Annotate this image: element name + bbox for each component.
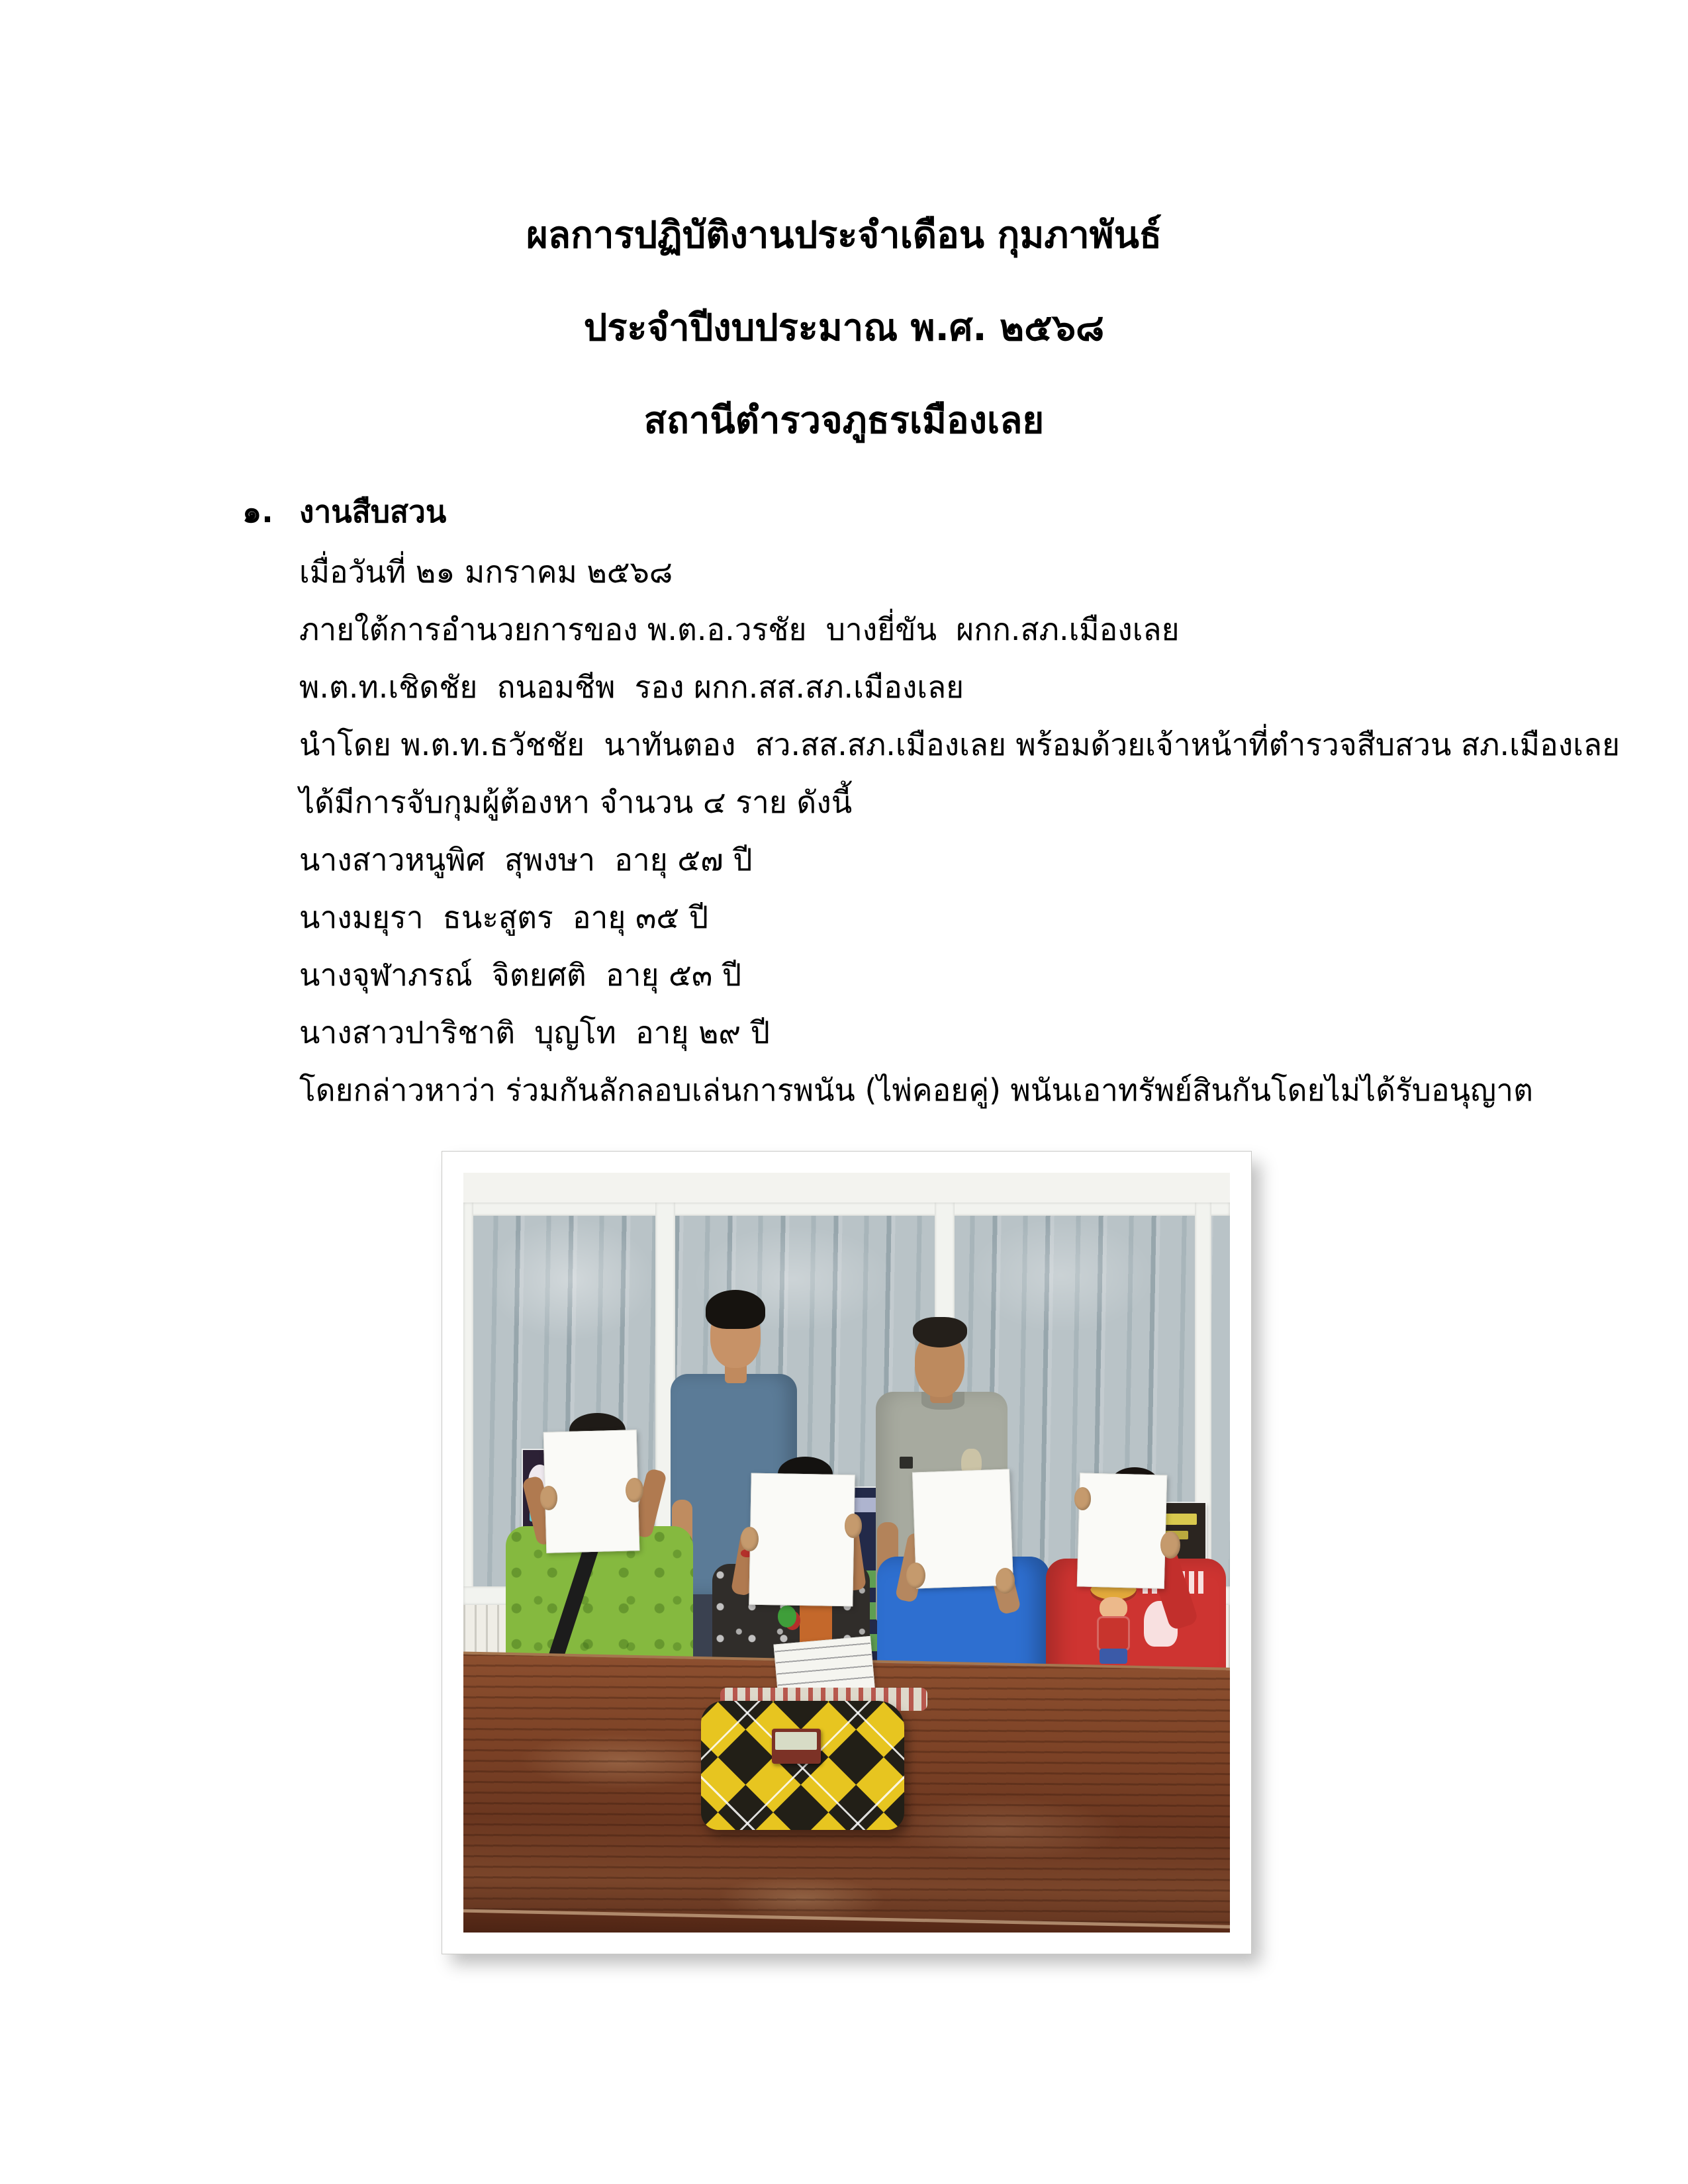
window-frame-left <box>463 1203 473 1605</box>
person2-logo-patch <box>778 1606 796 1627</box>
window-glare-right <box>969 1218 1153 1332</box>
person4-paper <box>1076 1473 1166 1588</box>
person2-left-hand <box>741 1527 759 1551</box>
section-number: ๑. <box>242 494 273 529</box>
person1-left-hand <box>540 1486 558 1510</box>
argyle-white-lines <box>701 1701 904 1830</box>
person2-paper <box>749 1473 855 1606</box>
luffy-shorts <box>1100 1649 1127 1664</box>
luffy-vest <box>1097 1616 1131 1651</box>
body-line-9: นางสาวปาริชาติ บุญโท อายุ ๒๙ ปี <box>299 1015 770 1050</box>
evidence-box-contents <box>775 1732 816 1750</box>
body-line-5: ได้มีการจับกุมผู้ต้องหา จำนวน ๔ ราย ดังนี้ <box>299 784 853 820</box>
argyle-cloth-bundle <box>701 1701 904 1830</box>
body-line-3: พ.ต.ท.เชิดชัย ถนอมชีพ รอง ผกก.สส.สภ.เมืองเลย <box>299 669 964 705</box>
photo-frame <box>442 1152 1251 1954</box>
person2-right-hand <box>845 1514 863 1538</box>
evidence-box <box>772 1729 821 1764</box>
title-line-3: สถานีตำรวจภูธรเมืองเลย <box>643 399 1045 442</box>
arrest-photo <box>463 1173 1230 1933</box>
man2-hair <box>913 1317 967 1347</box>
window-frame-top <box>463 1203 1230 1216</box>
body-line-10: โดยกล่าวหาว่า ร่วมกันลักลอบเล่นการพนัน (ไพ่คอยคู่) พนันเอาทรัพย์สินกันโดยไม่ได้รับอนุญาต <box>299 1072 1533 1108</box>
person3-right-hand <box>996 1568 1015 1594</box>
window-glare-left <box>487 1218 655 1340</box>
man1-hair <box>706 1290 765 1330</box>
person1-paper <box>543 1430 639 1553</box>
man2-chest-logo <box>900 1457 913 1468</box>
title-line-1: ผลการปฏิบัติงานประจำเดือน กุมภาพันธ์ <box>526 214 1162 257</box>
person4-left-hand <box>1074 1487 1091 1510</box>
person4-right-hand <box>1160 1531 1180 1559</box>
title-line-2: ประจำปีงบประมาณ พ.ศ. ๒๕๖๘ <box>583 306 1105 349</box>
section-heading: งานสืบสวน <box>299 494 447 529</box>
body-line-2: ภายใต้การอำนวยการของ พ.ต.อ.วรชัย บางยี่ขัน ผกก.สภ.เมืองเลย <box>299 612 1180 647</box>
body-line-1: เมื่อวันที่ ๒๑ มกราคม ๒๕๖๘ <box>299 554 673 590</box>
wall-top-beam <box>463 1173 1230 1204</box>
body-line-8: นางจุฬาภรณ์ จิตยศติ อายุ ๕๓ ปี <box>299 957 742 993</box>
person3-left-hand <box>906 1563 925 1588</box>
body-line-7: นางมยุรา ธนะสูตร อายุ ๓๕ ปี <box>299 899 709 935</box>
body-line-4: นำโดย พ.ต.ท.ธวัชชัย นาทันตอง สว.สส.สภ.เมืองเลย พร้อมด้วยเจ้าหน้าที่ตำรวจสืบสวน สภ.เมืองเลย <box>299 727 1620 762</box>
body-line-6: นางสาวหนูพิศ สุพงษา อายุ ๕๗ ปี <box>299 842 753 878</box>
